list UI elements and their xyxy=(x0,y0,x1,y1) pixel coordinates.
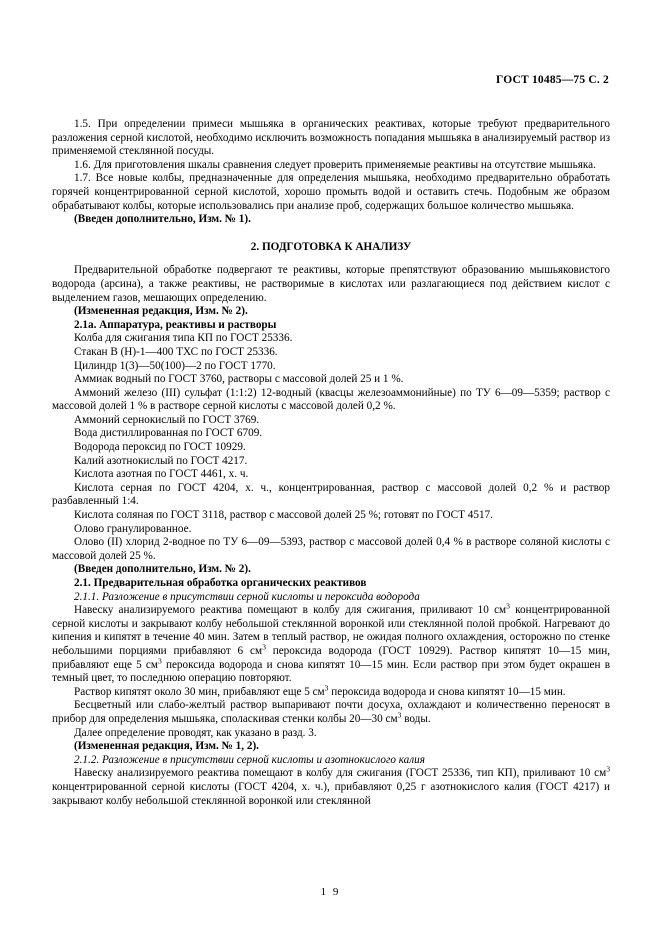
text-fragment: воды. xyxy=(401,712,431,725)
reagent-item-tin-chloride: Олово (II) хлорид 2-водное по ТУ 6—09—5393, раствор с массовой долей 0,4 % в растворе соляной кислоты с массовой долей 25 %. xyxy=(52,536,610,562)
section-heading-2: 2. ПОДГОТОВКА К АНАЛИЗУ xyxy=(250,240,412,253)
reagent-item-hydrogen-peroxide: Водорода пероксид по ГОСТ 10929. xyxy=(74,441,246,454)
paragraph-2-1-2-body xyxy=(52,764,610,808)
paragraph-intro-2: Предварительной обработке подвергают те реактивы, которые препятствуют образованию мышьяковистого водорода (арсина), а также реактивы, не растворимые в кислотах или разлагающиеся под действием кислот с выделением газов, мешающих определению. xyxy=(52,264,610,304)
reagent-item-ammonia: Аммиак водный по ГОСТ 3760, растворы с массовой долей 25 и 1 %. xyxy=(74,373,404,386)
text-fragment: пероксида водорода (ГОСТ 10929). Раствор кипятят 10—15 мин, прибавляют еще 5 см xyxy=(52,644,610,671)
text-fragment: Бесцветный или слабо-желтый раствор выпаривают почти досуха, охлаждают и количественно переносят в прибор для определения мышьяка, споласкивая стенки колбы 20—30 см xyxy=(52,699,610,725)
text-fragment: Навеску анализируемого реактива помещают в колбу для сжигания (ГОСТ 25336, тип КП), приливают 10 см xyxy=(74,767,607,780)
clause-title: Разложение в присутствии серной кислоты и пероксида водорода xyxy=(101,590,420,603)
reagent-item-beaker: Стакан В (Н)-1—400 ТХС по ГОСТ 25336. xyxy=(74,345,278,358)
amendment-note-1: (Введен дополнительно, Изм. № 1). xyxy=(74,213,251,226)
text-fragment: Раствор кипятят около 30 мин, прибавляют еще 5 см xyxy=(74,685,325,698)
spacer xyxy=(52,227,610,241)
paragraph-1-5: 1.5. При определении примеси мышьяка в органических реактивах, которые требуют предварительного разложения серной кислотой, необходимо исключить возможность попадания мышьяка в анализируемый раствор из применяемой стеклянной посуды. xyxy=(52,118,610,158)
reagent-item-potassium-nitrate: Калий азотнокислый по ГОСТ 4217. xyxy=(74,454,248,467)
amendment-note-3: (Введен дополнительно, Изм. № 2). xyxy=(74,563,251,576)
reagent-item-ammonium-iron-sulfate: Аммоний железо (III) сульфат (1:1:2) 12-водный (квасцы железоаммонийные) по ТУ 6—09—5359; раствор с массовой долей 1 % в растворе серной кислоты с массовой долей 0,2 %. xyxy=(52,386,610,413)
superscript-3: 3 xyxy=(262,642,266,652)
amendment-note-2: (Измененная редакция, Изм. № 2). xyxy=(74,305,248,318)
reagent-item-hydrochloric-acid: Кислота соляная по ГОСТ 3118, раствор с массовой долей 25 %; готовят по ГОСТ 4517. xyxy=(74,509,493,522)
paragraph-boil-30min xyxy=(52,683,610,700)
subsection-2-1-2-title xyxy=(52,754,610,768)
page-header: ГОСТ 10485—75 С. 2 xyxy=(496,74,609,86)
subsection-2-1a-title: 2.1а. Аппаратура, реактивы и растворы xyxy=(74,318,277,331)
page-number: 1 9 xyxy=(320,886,341,898)
reagent-item-granulated-tin: Олово гранулированное. xyxy=(74,522,192,535)
subsection-2-1-title: 2.1. Предварительная обработка органических реактивов xyxy=(74,577,367,589)
superscript-3: 3 xyxy=(397,710,402,720)
text-fragment: концентрированной серной кислоты (ГОСТ 4204, х. ч.), прибавляют 0,25 г азотнокислого калия (ГОСТ 4217) и закрывают колбу небольшой стеклянной воронкой или стеклянной xyxy=(52,780,610,807)
paragraph-1-7: 1.7. Все новые колбы, предназначенные для определения мышьяка, необходимо предварительно обработать горячей концентрированной серной кислотой, хорошо промыть водой и оставить стечь. Подобным же образом обрабатывают колбы, которые использовались при анализе проб, содержащих большое количество мышьяка. xyxy=(52,172,610,212)
text-fragment: пероксида водорода и снова кипятят 10—15 мин. xyxy=(328,685,566,698)
paragraph-evaporate xyxy=(52,699,610,726)
reagent-item-ammonium-sulfate: Аммоний сернокислый по ГОСТ 3769. xyxy=(74,413,260,426)
reagent-item-cylinder: Цилиндр 1(3)—50(100)—2 по ГОСТ 1770. xyxy=(74,359,276,372)
text-fragment: пероксида водорода и снова кипятят 10—15 мин. Если раствор при этом будет окрашен в темный цвет, то последнюю операцию повторяют. xyxy=(52,658,610,685)
clause-title: Разложение в присутствии серной кислоты и азотнокислого калия xyxy=(101,753,425,766)
clause-number: 2.1.2. xyxy=(74,753,100,766)
spacer xyxy=(52,254,610,264)
document-body xyxy=(52,118,610,808)
superscript-3: 3 xyxy=(324,683,329,693)
paragraph-further-determination: Далее определение проводят, как указано в разд. 3. xyxy=(74,726,317,739)
superscript-3: 3 xyxy=(606,764,610,774)
amendment-note-4: (Измененная редакция, Изм. № 1, 2). xyxy=(74,740,259,753)
text-fragment: концентрированной серной кислоты и закрывают колбу небольшой стеклянной воронкой или стеклянной полой пробкой. Нагревают до кипения и кипятят в течение 40 мин. Затем в теплый раствор, не ожидая полного охлаждения, осторожно по стенке небольшими порциями прибавляют 6 см xyxy=(52,604,611,657)
reagent-item-nitric-acid: Кислота азотная по ГОСТ 4461, х. ч. xyxy=(74,468,249,481)
reagent-item-flask: Колба для сжигания типа КП по ГОСТ 25336. xyxy=(74,332,293,345)
superscript-3: 3 xyxy=(157,655,162,665)
subsection-2-1-1-title xyxy=(52,591,610,605)
reagent-item-sulfuric-acid: Кислота серная по ГОСТ 4204, х. ч., концентрированная, раствор с массовой долей 0,2 % и раствор разбавленный 1:4. xyxy=(52,481,610,508)
paragraph-1-6: 1.6. Для приготовления шкалы сравнения следует проверить применяемые реактивы на отсутствие мышьяка. xyxy=(74,158,596,171)
clause-number: 2.1.1. xyxy=(74,590,100,603)
reagent-item-distilled-water: Вода дистиллированная по ГОСТ 6709. xyxy=(74,427,263,440)
paragraph-2-1-1-body xyxy=(52,601,611,686)
superscript-3: 3 xyxy=(506,601,510,611)
text-fragment: Навеску анализируемого реактива помещают в колбу для сжигания, приливают 10 см xyxy=(74,604,507,617)
